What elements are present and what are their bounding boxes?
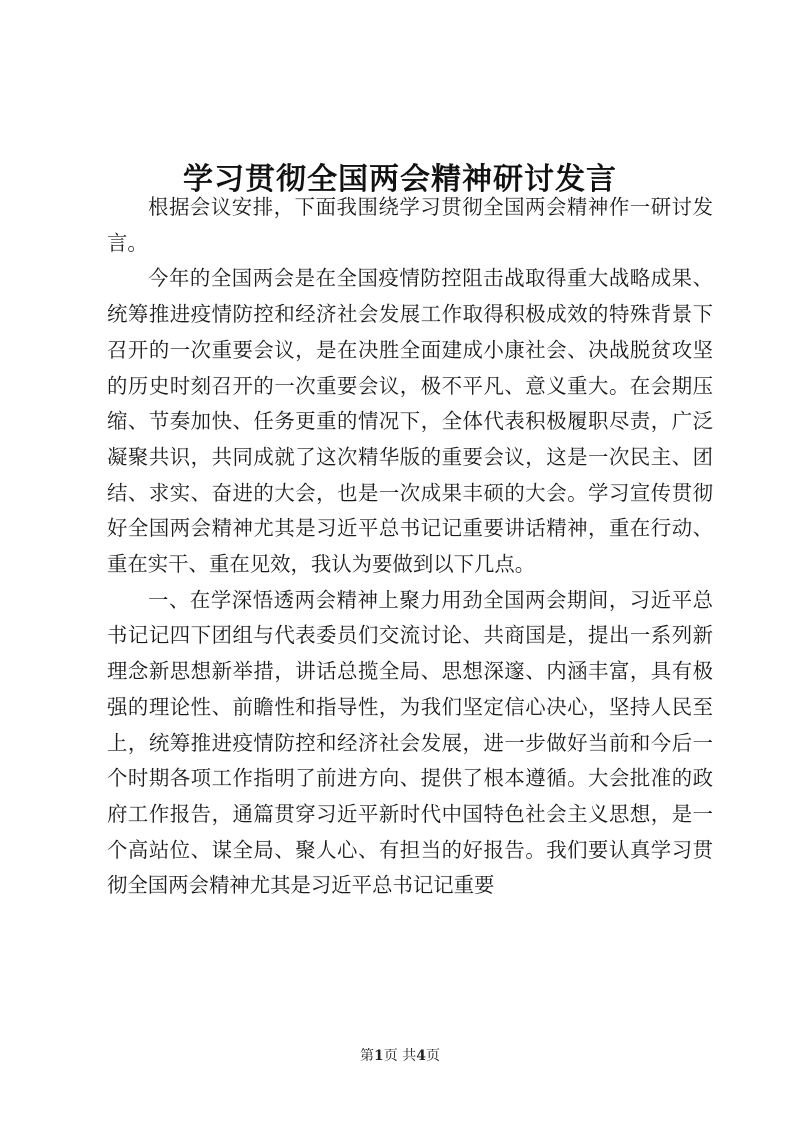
paragraph-intro: 根据会议安排，下面我围绕学习贯彻全国两会精神作一研讨发言。: [107, 195, 713, 255]
footer-suffix: 页: [425, 1048, 440, 1064]
footer-prefix: 第: [360, 1048, 375, 1064]
footer-total-pages: 4: [416, 1048, 426, 1064]
page-footer: [0, 1046, 800, 1066]
paragraph-point-one: 一、在学深悟透两会精神上聚力用劲全国两会期间，习近平总书记记四下团组与代表委员们交流讨论、共商国是，提出一系列新理念新思想新举措，讲话总揽全局、思想深邃、内涵丰富，具有极强的理论性、前瞻性和指导性，为我们坚定信心决心，坚持人民至上，统筹推进疫情防控和经济社会发展，进一步做好当前和今后一个时期各项工作指明了前进方向、提供了根本遵循。大会批准的政府工作报告，通篇贯穿习近平新时代中国特色社会主义思想，是一个高站位、谋全局、聚人心、有担当的好报告。我们要认真学习贯彻全国两会精神尤其是习近平总书记记重要: [107, 587, 713, 898]
footer-middle: 页 共: [383, 1048, 417, 1064]
document-title: 学习贯彻全国两会精神研讨发言: [183, 162, 617, 198]
footer-page-number: 1: [374, 1048, 384, 1064]
paragraph-background: 今年的全国两会是在全国疫情防控阻击战取得重大战略成果、统筹推进疫情防控和经济社会发展工作取得积极成效的特殊背景下召开的一次重要会议，是在决胜全面建成小康社会、决战脱贫攻坚的历史时刻召开的一次重要会议，极不平凡、意义重大。在会期压缩、节奏加快、任务更重的情况下，全体代表积极履职尽责，广泛凝聚共识，共同成就了这次精华版的重要会议，这是一次民主、团结、求实、奋进的大会，也是一次成果丰硕的大会。学习宣传贯彻好全国两会精神尤其是习近平总书记记重要讲话精神，重在行动、重在实干、重在见效，我认为要做到以下几点。: [107, 266, 713, 577]
document-body: [107, 190, 713, 904]
